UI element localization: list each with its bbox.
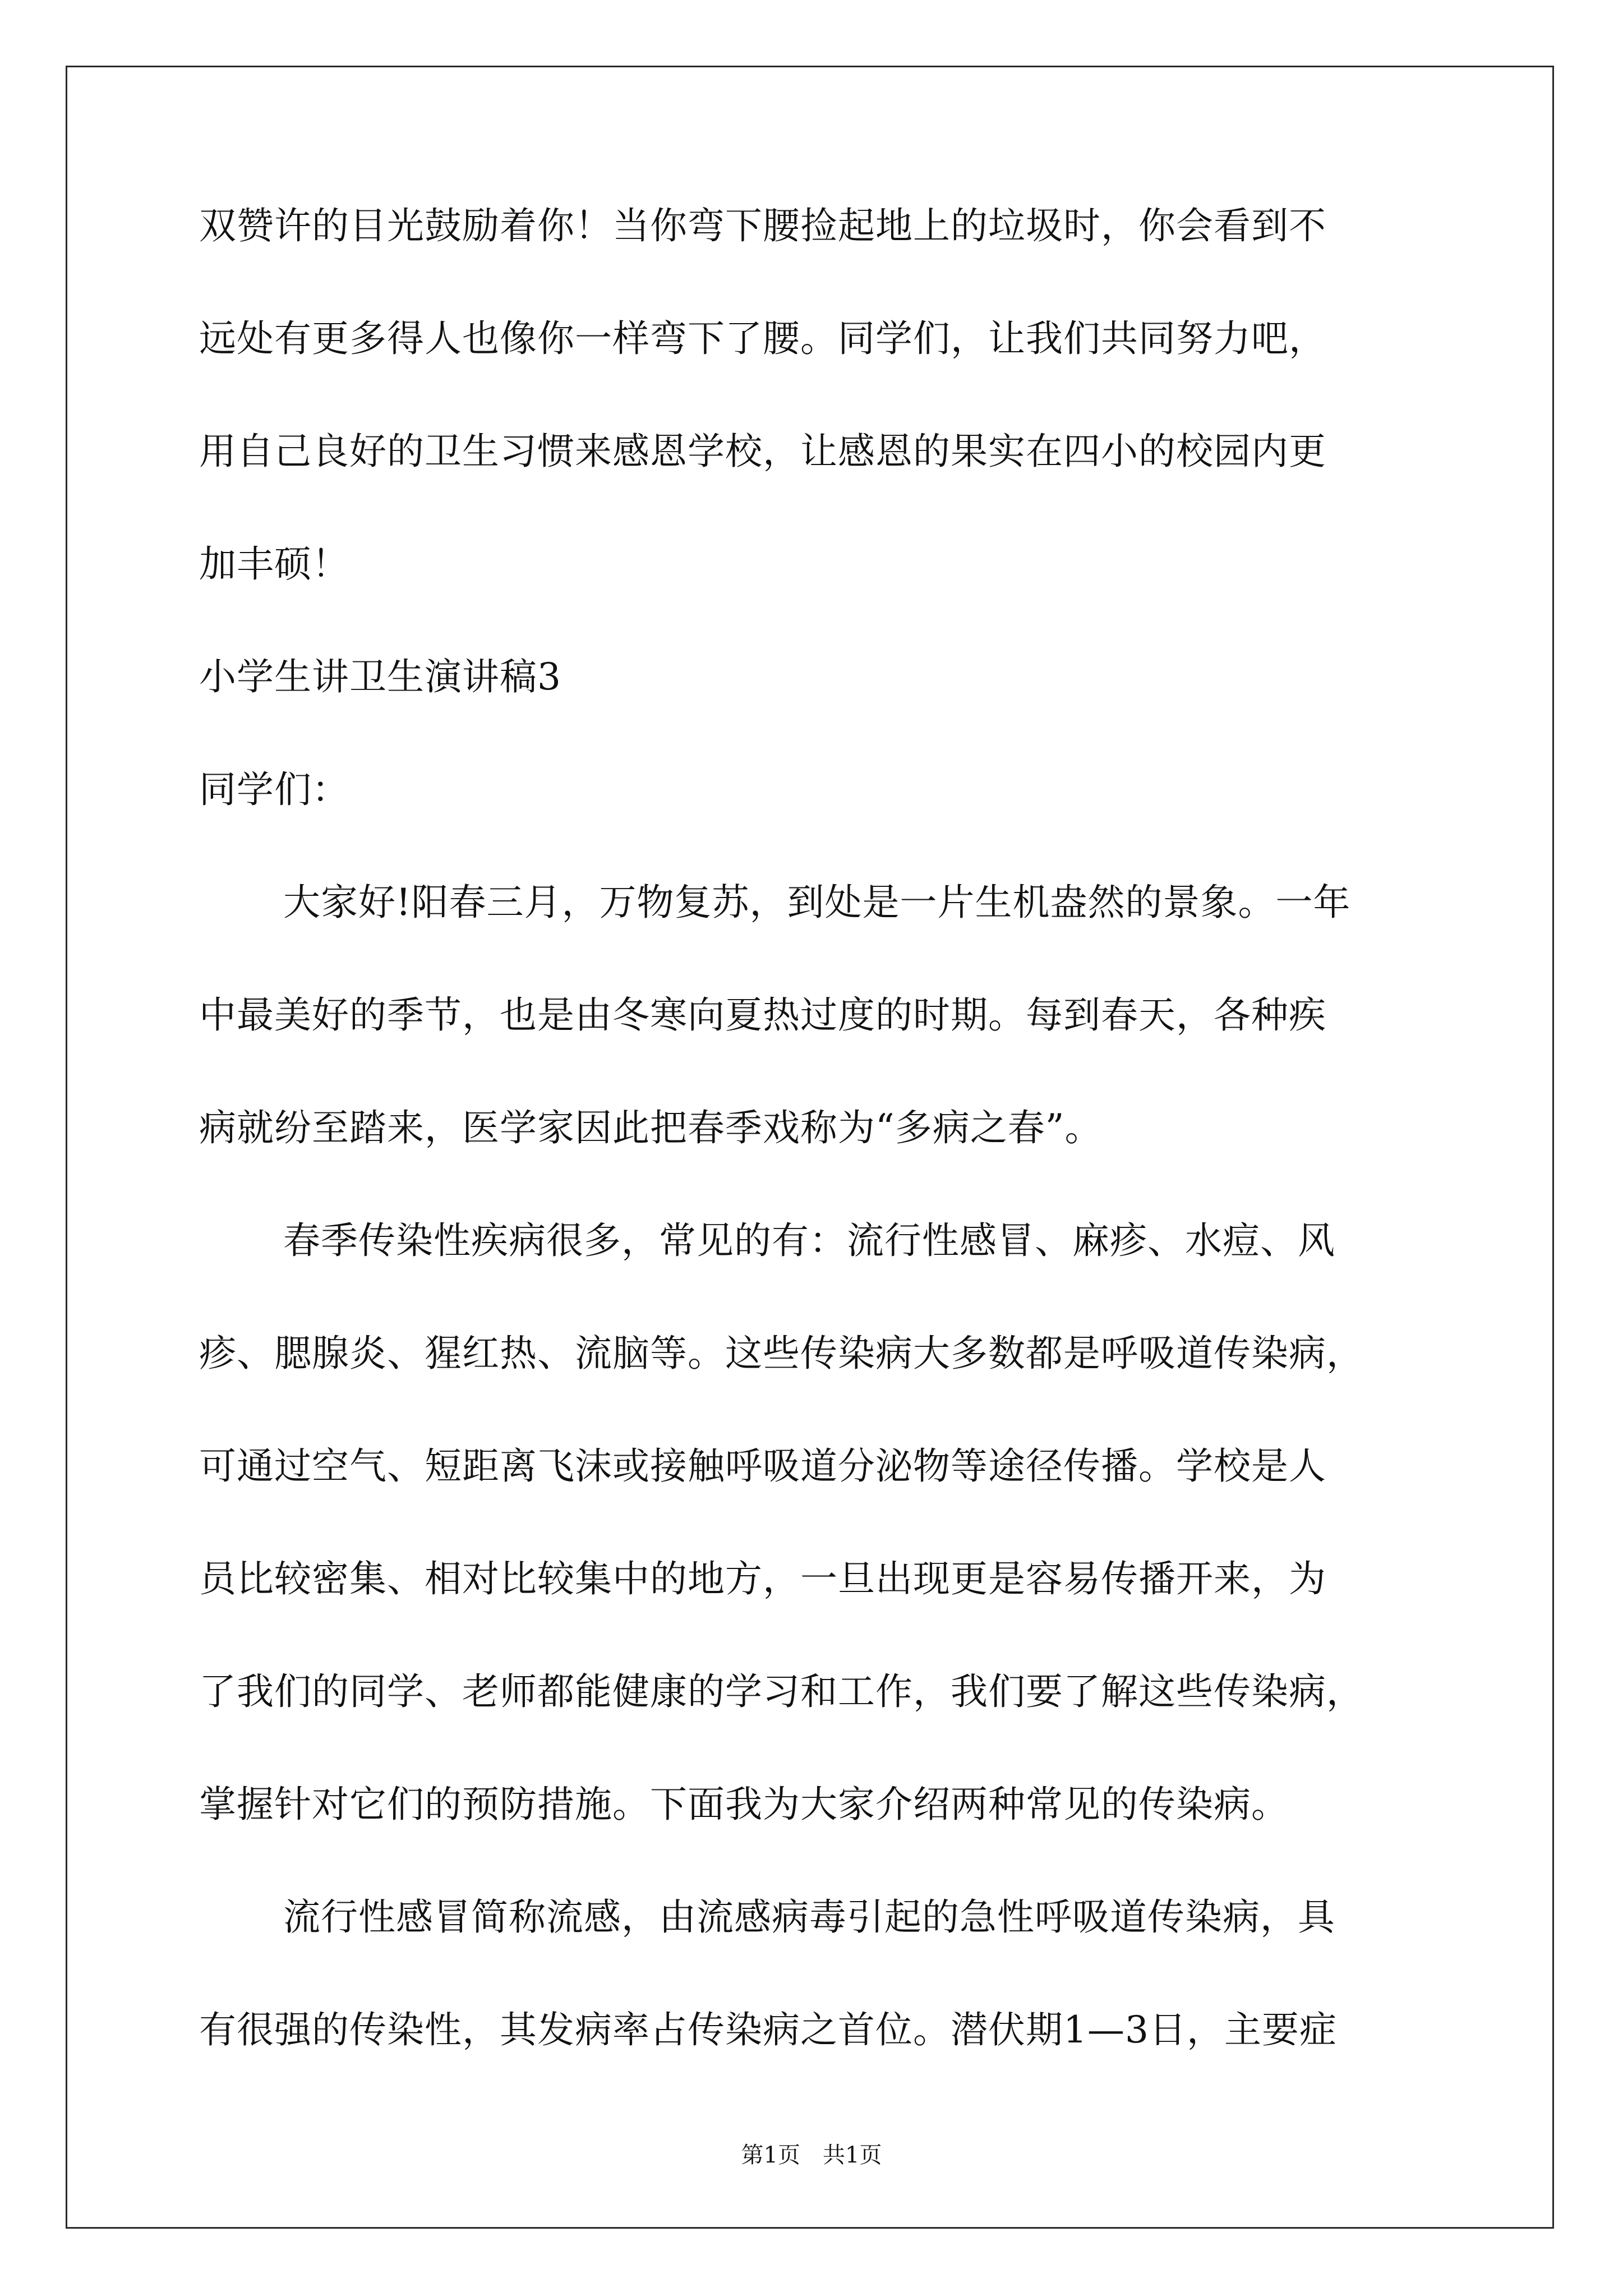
paragraph-line: 流行性感冒简称流感，由流感病毒引起的急性呼吸道传染病，具 — [283, 1895, 1335, 1939]
page-footer: 第1页 共1页 — [741, 2142, 882, 2168]
paragraph-line: 大家好!阳春三月，万物复苏，到处是一片生机盎然的景象。一年 — [283, 881, 1351, 924]
paragraph-line: 用自己良好的卫生习惯来感恩学校，让感恩的果实在四小的校园内更 — [199, 430, 1326, 473]
paragraph-line: 有很强的传染性，其发病率占传染病之首位。潜伏期1—3日，主要症 — [199, 2008, 1337, 2051]
paragraph-line: 双赞许的目光鼓励着你！当你弯下腰捡起地上的垃圾时，你会看到不 — [199, 204, 1326, 247]
paragraph-line: 病就纷至踏来，医学家因此把春季戏称为“多病之春”。 — [199, 1106, 1103, 1149]
paragraph-line: 远处有更多得人也像你一样弯下了腰。同学们，让我们共同努力吧， — [199, 317, 1326, 360]
paragraph-line: 了我们的同学、老师都能健康的学习和工作，我们要了解这些传染病， — [199, 1670, 1364, 1713]
paragraph-line: 掌握针对它们的预防措施。下面我为大家介绍两种常见的传染病。 — [199, 1783, 1289, 1826]
section-heading: 小学生讲卫生演讲稿3 — [199, 655, 561, 698]
paragraph-line: 员比较密集、相对比较集中的地方，一旦出现更是容易传播开来，为 — [199, 1557, 1326, 1600]
paragraph-line: 加丰硕！ — [199, 542, 349, 586]
salutation: 同学们： — [199, 768, 349, 811]
paragraph-line: 疹、腮腺炎、猩红热、流脑等。这些传染病大多数都是呼吸道传染病， — [199, 1332, 1364, 1375]
paragraph-line: 可通过空气、短距离飞沫或接触呼吸道分泌物等途径传播。学校是人 — [199, 1444, 1326, 1488]
paragraph-line: 春季传染性疾病很多，常见的有：流行性感冒、麻疹、水痘、风 — [283, 1219, 1335, 1262]
paragraph-line: 中最美好的季节，也是由冬寒向夏热过度的时期。每到春天，各种疾 — [199, 993, 1326, 1037]
document-body — [199, 204, 1427, 2051]
